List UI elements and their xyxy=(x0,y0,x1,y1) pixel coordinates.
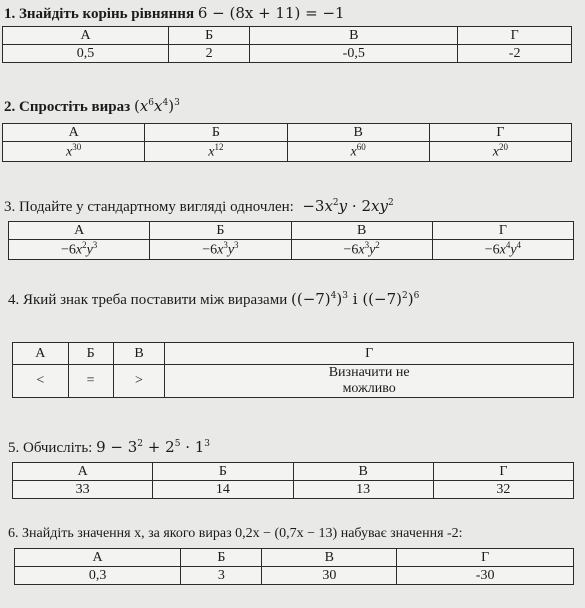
question-1-table xyxy=(2,26,572,63)
header-g: Г xyxy=(432,222,573,240)
question-6-label: 6. Знайдіть значення x, за якого вираз 0,2x − (0,7x − 13) набуває значення -2: xyxy=(8,526,463,541)
q3-answer-b: $-6x^3y^3$ xyxy=(150,240,291,260)
question-4-expression: $((-7)^4)^3$ і $((-7)^2)^6$ xyxy=(290,290,420,308)
q4-answer-b: = xyxy=(68,365,113,398)
question-2 xyxy=(4,97,180,116)
header-b: Б xyxy=(145,124,287,142)
header-a: А xyxy=(3,27,169,45)
question-3 xyxy=(4,197,394,216)
header-v: В xyxy=(287,124,429,142)
header-v: В xyxy=(250,27,458,45)
header-a: А xyxy=(13,463,153,481)
q3-answer-a: $-6x^2y^3$ xyxy=(9,240,150,260)
header-b: Б xyxy=(181,549,262,567)
header-g: Г xyxy=(433,463,573,481)
question-2-label: 2. Спростіть вираз xyxy=(4,99,131,115)
question-1-label: 1. Знайдіть корінь рівняння xyxy=(4,6,195,22)
question-1-equation: 6 − (8x + 11) = −1 xyxy=(197,4,345,22)
question-5-label: 5. Обчисліть: xyxy=(8,440,93,456)
q2-answer-v: $x^{60}$ xyxy=(287,142,429,162)
header-v: В xyxy=(262,549,397,567)
header-b: Б xyxy=(153,463,293,481)
question-3-table xyxy=(8,221,574,260)
q6-answer-a: 0,3 xyxy=(15,567,181,585)
q2-answer-a: $x^{30}$ xyxy=(3,142,145,162)
q1-answer-g: -2 xyxy=(458,45,572,63)
header-a: А xyxy=(9,222,150,240)
question-6 xyxy=(8,526,463,542)
q4-answer-v: > xyxy=(113,365,165,398)
header-v: В xyxy=(113,343,165,365)
question-3-expression: $-3x^2y \cdot 2xy^2$ xyxy=(297,197,394,215)
header-b: Б xyxy=(169,27,250,45)
q5-answer-g: 32 xyxy=(433,481,573,499)
q5-answer-v: 13 xyxy=(293,481,433,499)
q4-answer-a: < xyxy=(13,365,69,398)
q1-answer-v: -0,5 xyxy=(250,45,458,63)
header-g: Г xyxy=(429,124,571,142)
header-a: А xyxy=(3,124,145,142)
q5-answer-b: 14 xyxy=(153,481,293,499)
question-5 xyxy=(8,438,210,457)
question-2-table xyxy=(2,123,572,162)
q3-answer-v: $-6x^3y^2$ xyxy=(291,240,432,260)
question-2-expression: $(x^6x^4)^3$ xyxy=(133,97,180,115)
question-4 xyxy=(8,290,419,309)
q5-answer-a: 33 xyxy=(13,481,153,499)
q2-answer-b: $x^{12}$ xyxy=(145,142,287,162)
header-g: Г xyxy=(458,27,572,45)
header-b: Б xyxy=(68,343,113,365)
q1-answer-b: 2 xyxy=(169,45,250,63)
q4-answer-g-line1: Визначити не xyxy=(328,365,410,380)
header-g: Г xyxy=(165,343,574,365)
header-a: А xyxy=(13,343,69,365)
q4-answer-g xyxy=(165,365,574,398)
question-5-expression: $9 - 3^2 + 2^5 \cdot 1^3$ xyxy=(96,438,211,456)
question-6-table xyxy=(14,548,574,585)
q4-answer-g-line2: можливо xyxy=(342,381,396,396)
header-v: В xyxy=(293,463,433,481)
q6-answer-v: 30 xyxy=(262,567,397,585)
q1-answer-a: 0,5 xyxy=(3,45,169,63)
header-b: Б xyxy=(150,222,291,240)
question-4-table xyxy=(12,342,574,398)
header-g: Г xyxy=(397,549,574,567)
header-v: В xyxy=(291,222,432,240)
q6-answer-b: 3 xyxy=(181,567,262,585)
question-3-label: 3. Подайте у стандартному вигляді одночлен: xyxy=(4,199,294,215)
header-a: А xyxy=(15,549,181,567)
question-4-label: 4. Який знак треба поставити між виразами xyxy=(8,292,288,308)
q2-answer-g: $x^{20}$ xyxy=(429,142,571,162)
question-5-table xyxy=(12,462,574,499)
q6-answer-g: -30 xyxy=(397,567,574,585)
question-1 xyxy=(4,4,345,23)
q3-answer-g: $-6x^4y^4$ xyxy=(432,240,573,260)
